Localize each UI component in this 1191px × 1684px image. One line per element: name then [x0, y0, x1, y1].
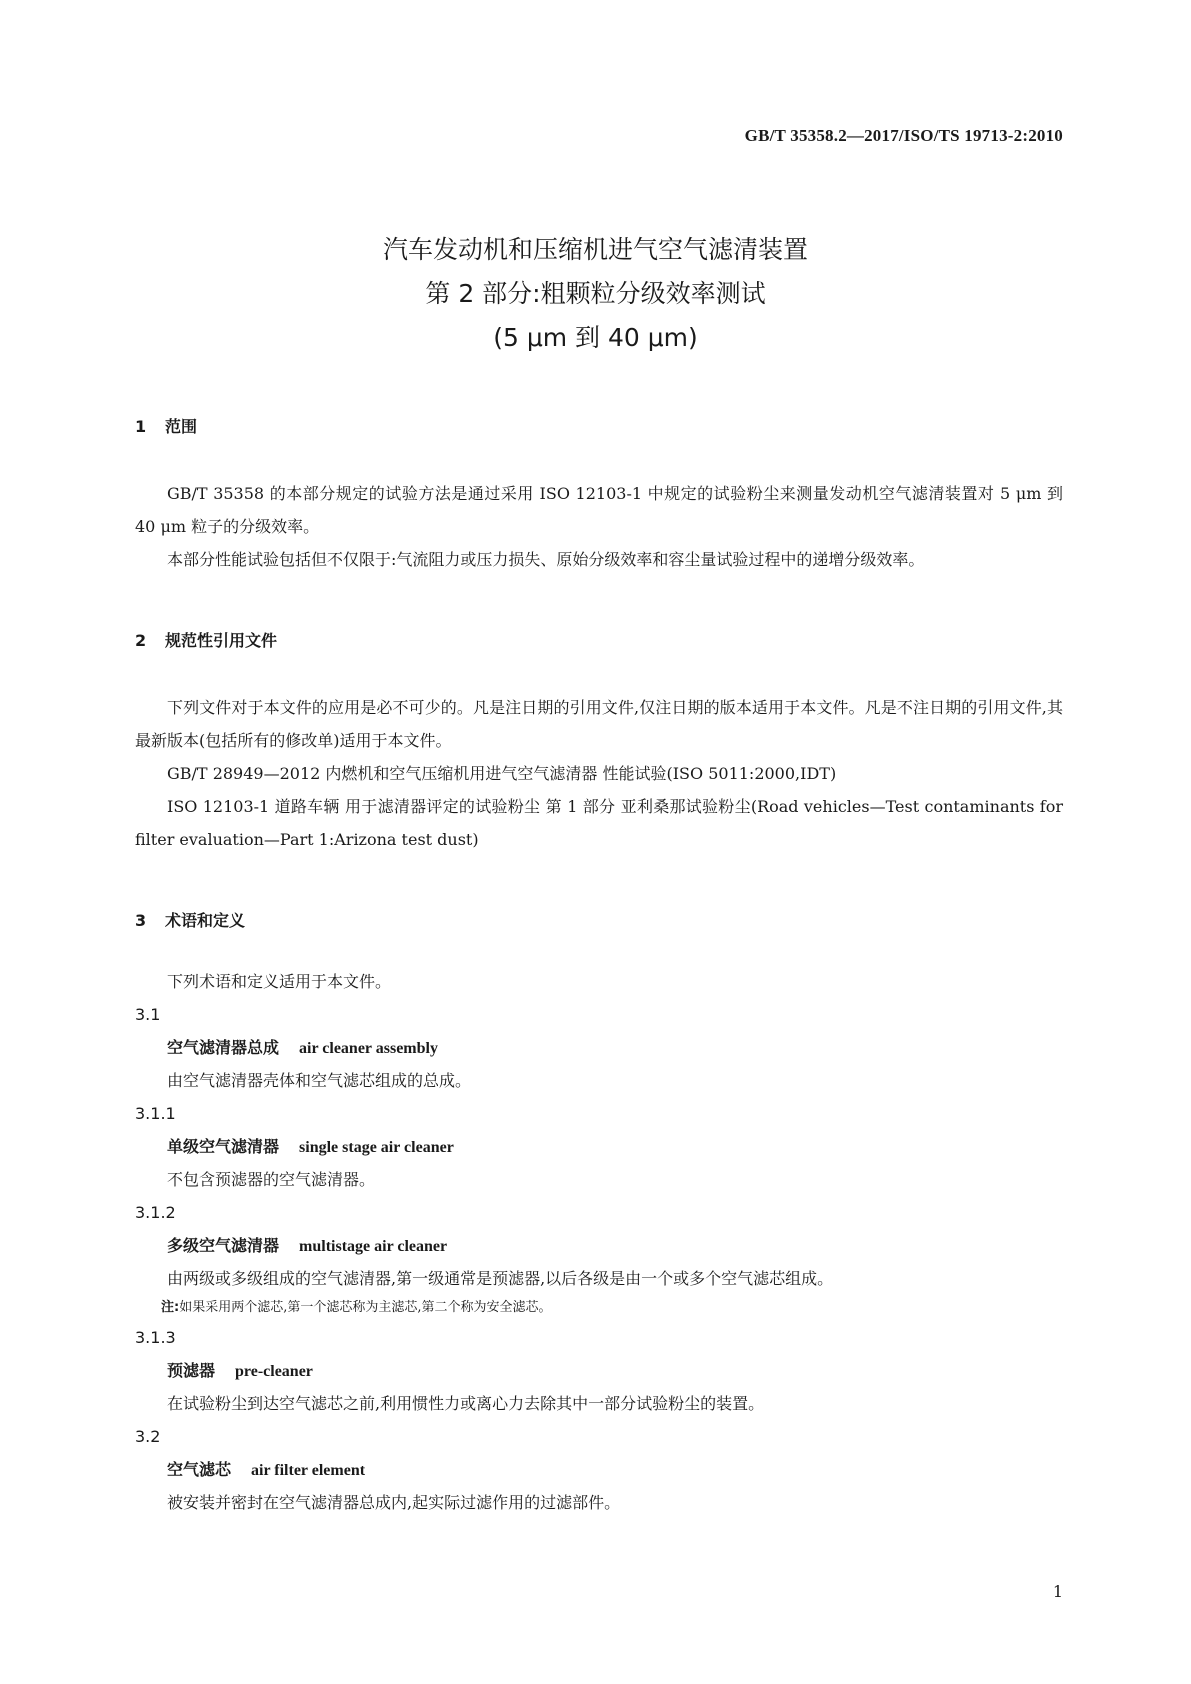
scope-paragraph-1: GB/T 35358 的本部分规定的试验方法是通过采用 ISO 12103-1 中规定的试验粉尘来测量发动机空气滤清装置对 5 μm 到 40 μm 粒子的分级效率。 [135, 484, 1063, 536]
term-zh: 空气滤芯 [167, 1460, 232, 1479]
term-title [135, 1354, 1063, 1387]
term-en: pre-cleaner [235, 1363, 313, 1380]
reference-item-1: GB/T 28949—2012 内燃机和空气压缩机用进气空气滤清器 性能试验(ISO 5011:2000,IDT) [167, 764, 837, 783]
title-line-2: 第 2 部分:粗颗粒分级效率测试 [425, 279, 766, 308]
term-number: 3.1.3 [135, 1328, 176, 1347]
term-definition: 被安装并密封在空气滤清器总成内,起实际过滤作用的过滤部件。 [167, 1493, 621, 1512]
standard-code: GB/T 35358.2—2017/ISO/TS 19713-2:2010 [744, 126, 1063, 145]
normative-references-intro: 下列文件对于本文件的应用是必不可少的。凡是注日期的引用文件,仅注日期的版本适用于本文件。凡是不注日期的引用文件,其最新版本(包括所有的修改单)适用于本文件。 [135, 698, 1063, 750]
term-zh: 多级空气滤清器 [167, 1236, 280, 1255]
term-note [135, 1295, 1063, 1321]
term-title [135, 1031, 1063, 1064]
term-number: 3.1.2 [135, 1203, 176, 1222]
document-body [135, 412, 1063, 1519]
terms-intro: 下列术语和定义适用于本文件。 [167, 972, 392, 991]
term-definition: 不包含预滤器的空气滤清器。 [167, 1170, 376, 1189]
section-number: 3 [135, 911, 147, 930]
section-title: 术语和定义 [165, 911, 246, 930]
section-number: 2 [135, 631, 147, 650]
section-title: 范围 [165, 417, 198, 436]
term-entry [135, 1420, 1063, 1519]
section-2-heading [135, 626, 1063, 656]
term-definition: 在试验粉尘到达空气滤芯之前,利用惯性力或离心力去除其中一部分试验粉尘的装置。 [167, 1394, 765, 1413]
note-text: 如果采用两个滤芯,第一个滤芯称为主滤芯,第二个称为安全滤芯。 [179, 1300, 552, 1315]
term-en: air cleaner assembly [299, 1040, 438, 1057]
term-definition: 由两级或多级组成的空气滤清器,第一级通常是预滤器,以后各级是由一个或多个空气滤芯组成。 [167, 1269, 834, 1288]
term-en: single stage air cleaner [299, 1139, 454, 1156]
term-en: multistage air cleaner [299, 1238, 448, 1255]
term-zh: 预滤器 [167, 1361, 216, 1380]
title-line-3: (5 μm 到 40 μm) [493, 323, 698, 352]
section-title: 规范性引用文件 [165, 631, 278, 650]
term-title [135, 1130, 1063, 1163]
term-entry [135, 1097, 1063, 1196]
term-entry [135, 1196, 1063, 1321]
note-label: 注: [161, 1300, 180, 1315]
document-title [0, 228, 1191, 360]
term-en: air filter element [251, 1462, 366, 1479]
scope-paragraph-2: 本部分性能试验包括但不仅限于:气流阻力或压力损失、原始分级效率和容尘量试验过程中的递增分级效率。 [167, 550, 925, 569]
term-number: 3.2 [135, 1427, 161, 1446]
term-title [135, 1229, 1063, 1262]
title-line-1: 汽车发动机和压缩机进气空气滤清装置 [382, 235, 808, 264]
section-3-heading [135, 906, 1063, 936]
term-number: 3.1 [135, 1005, 161, 1024]
section-number: 1 [135, 417, 147, 436]
page-number: 1 [1052, 1582, 1063, 1601]
section-1-heading [135, 412, 1063, 442]
term-entry [135, 1321, 1063, 1420]
term-zh: 空气滤清器总成 [167, 1038, 280, 1057]
term-definition: 由空气滤清器壳体和空气滤芯组成的总成。 [167, 1071, 472, 1090]
term-zh: 单级空气滤清器 [167, 1137, 280, 1156]
term-number: 3.1.1 [135, 1104, 176, 1123]
reference-item-2: ISO 12103-1 道路车辆 用于滤清器评定的试验粉尘 第 1 部分 亚利桑那试验粉尘(Road vehicles—Test contaminants for filter evaluation—Part 1:Arizona test dust) [135, 797, 1063, 849]
term-title [135, 1453, 1063, 1486]
term-entry [135, 998, 1063, 1097]
